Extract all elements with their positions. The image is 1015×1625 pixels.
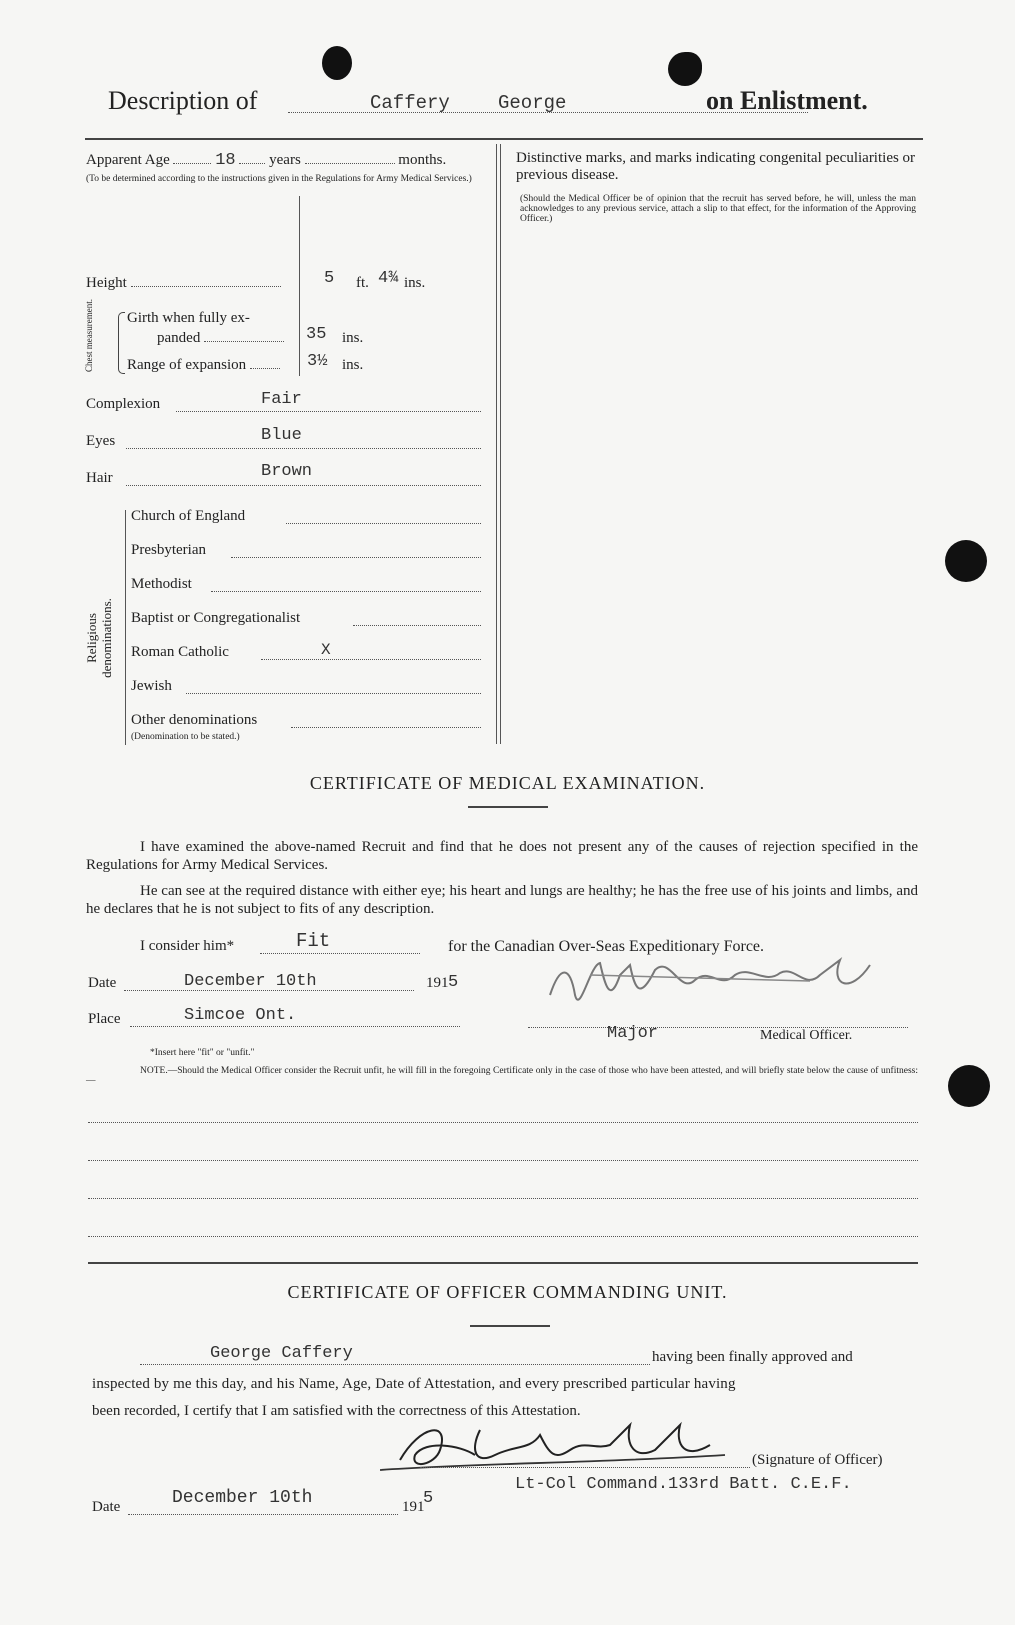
medical-officer-label: Medical Officer. [760,1028,853,1043]
range-row [127,352,407,374]
dots [173,163,211,164]
commanding-certificate-title: CERTIFICATE OF OFFICER COMMANDING UNIT. [287,1282,728,1302]
months-label: months. [398,152,447,168]
header-surname: Caffery [370,92,450,114]
medical-officer-signature [530,945,890,1025]
commanding-date-label: Date [92,1499,121,1515]
medical-year-suffix: 5 [448,973,459,992]
commanding-text-1: having been finally approved and [652,1349,853,1365]
religion-item [131,610,481,627]
girth-label-1: Girth when fully ex- [127,310,250,326]
range-label: Range of expansion [127,357,247,373]
religion-item-label: Presbyterian [131,542,206,558]
commanding-text-3: been recorded, I certify that I am satisfied with the correctness of this Attestation. [92,1403,581,1419]
commanding-recruit-name: George Caffery [210,1344,353,1363]
medical-place-value: Simcoe Ont. [184,1006,297,1025]
other-denomination-note: (Denomination to be stated.) [131,732,240,742]
dots [176,411,481,412]
religion-item-label: Methodist [131,576,192,592]
medical-para-2: He can see at the required distance with either eye; his heart and lungs are healthy; he has the free use of his joints and limbs, and he declares that he is not subject to fits of any description. [86,883,918,917]
height-label: Height [86,275,127,291]
dots [140,1364,650,1365]
religion-bracket [125,510,126,745]
dots [261,659,481,660]
medical-officer-rank: Major [607,1024,659,1043]
range-ins: ins. [342,357,364,373]
religion-item [131,641,481,661]
religion-item-label: Roman Catholic [131,644,229,660]
dots [260,953,420,954]
dots [239,163,265,164]
medical-note: NOTE.—Should the Medical Officer consider the Recruit unfit, he will fill in the foregoing Certificate only in the case of those who have been attested, and will briefly state below the cause of unfitness:— [86,1066,918,1086]
section-rule [88,1262,918,1264]
apparent-age-label: Apparent Age [86,152,170,168]
religion-item [131,542,481,559]
commanding-date-value: December 10th [172,1488,313,1508]
religion-item [131,576,481,593]
height-row [86,269,486,292]
complexion-value: Fair [261,390,302,409]
dots [130,1026,460,1027]
commanding-year-suffix: 5 [423,1489,434,1508]
dots [250,368,280,369]
hair-label: Hair [86,470,113,486]
range-value: 3½ [307,352,328,371]
punch-hole-top-left [322,46,352,80]
dots [286,523,481,524]
religion-item-label: Other denominations [131,712,258,728]
punch-hole-top-right [668,52,702,86]
commanding-year-prefix: 191 [402,1499,425,1515]
dots [353,625,481,626]
religion-label-text: Religious denominations. [84,598,114,678]
eyes-label: Eyes [86,433,116,449]
unfitness-line [88,1236,918,1237]
dots [128,1514,398,1515]
commanding-text-2: inspected by me this day, and his Name, Age, Date of Attestation, and every prescribed particular having [92,1376,736,1392]
height-ft-value: 5 [324,269,335,288]
height-in-value: 4¾ [378,269,399,288]
religion-item-label: Church of England [131,508,246,524]
medical-place-label: Place [88,1011,121,1027]
eyes-value: Blue [261,426,302,445]
girth-value: 35 [306,325,327,344]
commanding-signature-line [420,1467,750,1468]
dots [186,693,481,694]
column-divider-right-2 [500,144,501,744]
apparent-age-value: 18 [215,151,236,170]
header-on-enlistment: on Enlistment. [706,86,868,115]
header-description-of: Description of [108,86,258,115]
punch-hole-right-upper [945,540,987,582]
unfitness-line [88,1160,918,1161]
commanding-officer-title: Lt-Col Command.133rd Batt. C.E.F. [515,1475,852,1494]
dots [231,557,481,558]
religion-mark: X [321,641,331,659]
age-note: (To be determined according to the instructions given in the Regulations for Army Medical Services.) [86,174,472,184]
apparent-age-row [86,151,481,170]
commanding-signature-label: (Signature of Officer) [752,1452,883,1468]
column-divider-right [496,144,497,744]
medical-title-rule [468,806,548,808]
punch-hole-right-lower [948,1065,990,1107]
distinctive-marks-note: (Should the Medical Officer be of opinion that the recruit has served before, he will, unless the man acknowledges to any previous service, attach a slip to that effect, for the information of the Approving Officer.) [520,194,916,224]
for-force-label: for the Canadian Over-Seas Expeditionary Force. [448,938,765,955]
dots [291,727,481,728]
insert-note: *Insert here "fit" or "unfit." [150,1048,255,1058]
distinctive-marks-title: Distinctive marks, and marks indicating congenital peculiarities or previous disease. [516,150,916,183]
commanding-date-row [92,1488,492,1516]
medical-year-prefix: 191 [426,975,449,991]
years-label: years [269,152,301,168]
ft-label: ft. [356,275,369,291]
medical-certificate-title: CERTIFICATE OF MEDICAL EXAMINATION. [309,773,706,793]
complexion-row [86,390,481,413]
girth-label-2: panded [157,330,201,346]
religion-item-label: Baptist or Congregationalist [131,610,301,626]
dots [305,163,395,164]
medical-date-label: Date [88,975,117,991]
religion-item [131,712,481,729]
unfitness-line [88,1122,918,1123]
header-line [108,86,898,120]
chest-measurement-label: Chest measurement. [84,299,94,372]
hair-value: Brown [261,462,313,481]
medical-date-value: December 10th [184,972,317,991]
header-given-name: George [498,92,567,114]
dots [204,341,284,342]
dots [211,591,481,592]
dots [131,286,281,287]
consider-label: I consider him* [140,938,235,954]
chest-bracket [118,312,125,374]
medical-date-row [88,972,488,992]
medical-para-1: I have examined the above-named Recruit and find that he does not present any of the causes of rejection specified in the Regulations for Army Medical Services. [86,839,918,873]
hair-row [86,462,481,487]
religion-item-label: Jewish [131,678,172,694]
fitness-value: Fit [296,930,331,952]
religious-denominations-label [84,583,114,693]
commanding-title-rule [470,1325,550,1327]
girth-row [127,325,407,347]
religion-item [131,508,481,525]
ins-label: ins. [404,275,426,291]
religion-item [131,678,481,695]
girth-ins: ins. [342,330,364,346]
dots [126,448,481,449]
complexion-label: Complexion [86,396,161,412]
medical-place-row [88,1006,488,1028]
dots [126,485,481,486]
unfitness-line [88,1198,918,1199]
top-rule [85,138,923,140]
eyes-row [86,426,481,450]
